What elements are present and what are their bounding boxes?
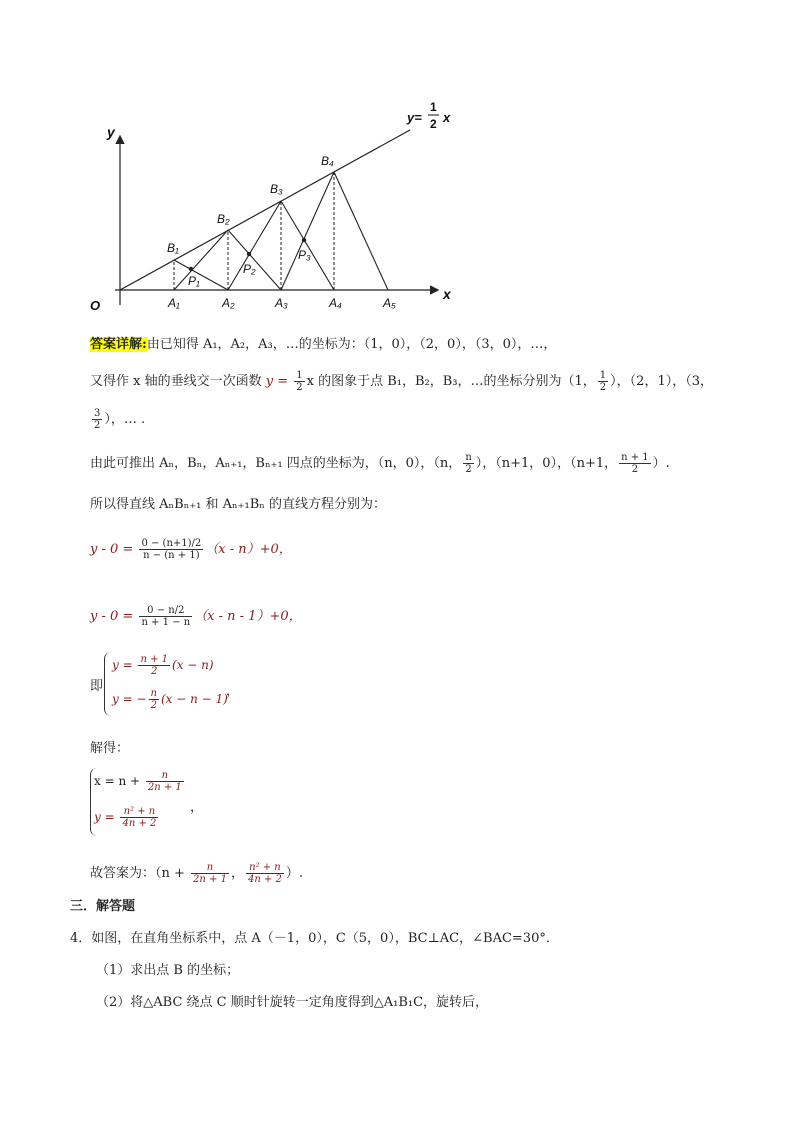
geometry-diagram [85, 95, 465, 320]
frac-n1-half: $\frac{n + 1}{2}$ [621, 452, 649, 475]
brace-1 [104, 652, 111, 716]
label-b1: B₁ [167, 241, 179, 255]
frac-half-2: $\frac{1}{2}$ [599, 370, 607, 393]
system1-comma: ， [226, 684, 240, 699]
final-answer: 故答案为：（n + $\frac{n}{2n + 1}$ ， $\frac{\text{n² + n}}{4n + 2}$ ）. [90, 862, 303, 885]
eq2-left: y - 0 = [90, 609, 138, 624]
system1-row2: y = − $\frac{n}{2}$ (x − n − 1) [112, 688, 228, 711]
answer-text-2a: 又得作 x 轴的垂线交一次函数 [90, 374, 266, 389]
label-a5: A₅ [383, 296, 396, 310]
answer-text-1: 由已知得 A₁，A₂，A₃，…的坐标为：（1，0），（2，0），（3，0），…， [146, 337, 557, 352]
jiede-label: 解得： [90, 741, 130, 756]
answer-line-2 [90, 370, 713, 393]
equation-1 [90, 538, 292, 561]
eq1-right: （x - n）+0， [205, 542, 292, 557]
label-b3: B₃ [270, 182, 283, 196]
line-label-num: 1 [430, 100, 437, 114]
line-label-prefix: y= [407, 110, 422, 125]
line-label-den: 2 [430, 117, 437, 131]
question-4: 4．如图，在直角坐标系中，点 A（－1，0），C（5，0），BC⊥AC，∠BAC=30°． [70, 931, 559, 946]
label-a2: A₂ [222, 296, 235, 310]
eq1-frac: $\frac{0 - (n+1)/2}{n - (n + 1)}$ [141, 538, 202, 561]
label-p3: P₃ [298, 248, 311, 262]
answer-line-5: 所以得直线 AₙBₙ₊₁ 和 Aₙ₊₁Bₙ 的直线方程分别为： [90, 497, 387, 512]
frac-n-half: $\frac{n}{2}$ [465, 452, 472, 475]
label-p1: P₁ [188, 274, 200, 288]
point-p2 [247, 252, 251, 256]
system2-row2: y = $\frac{\text{n² + n}}{4n + 2}$ [94, 806, 157, 829]
label-p2: P₂ [243, 262, 256, 276]
answer-label: 答案详解: [90, 337, 147, 352]
label-a4: A₄ [329, 296, 342, 310]
equation-2 [90, 605, 302, 628]
answer-text-2d: ），（2，1），（3， [610, 374, 713, 389]
answer-text-4c: ）. [652, 456, 670, 471]
system1-row1: y = $\frac{n + 1}{2}$ (x − n) [112, 654, 214, 677]
answer-text-4a: 由此可推出 Aₙ，Bₙ，Aₙ₊₁，Bₙ₊₁ 四点的坐标为，（n，0），（n， [90, 456, 462, 471]
label-b2: B₂ [217, 212, 230, 226]
question-4-part-1: （1）求出点 B 的坐标； [96, 963, 240, 978]
eq2-frac: $\frac{0 - n/2}{n + 1 - n}$ [141, 605, 191, 628]
answer-line-4 [90, 452, 670, 475]
frac-half: $\frac{1}{2}$ [296, 370, 303, 393]
answer-line-3 [90, 408, 145, 431]
label-a3: A₃ [275, 296, 288, 310]
origin-label: O [90, 298, 101, 313]
line-y-half-x [120, 130, 410, 290]
answer-line-1 [90, 336, 556, 354]
question-4-part-2: （2）将△ABC 绕点 C 顺时针旋转一定角度得到△A₁B₁C，旋转后， [96, 995, 489, 1010]
ji-label: 即 [90, 679, 104, 694]
system2-comma: ， [190, 800, 204, 815]
label-a1: A₁ [168, 296, 180, 310]
answer-text-2b: y = [265, 374, 293, 389]
point-p1 [189, 267, 193, 271]
answer-text-2c: x 的图象于点 B₁，B₂，B₃，…的坐标分别为（1， [306, 374, 596, 389]
eq2-right: （x - n - 1）+0， [194, 609, 302, 624]
system2-row1: x = n + $\frac{n}{2n + 1}$ [94, 770, 182, 793]
axis-x-label: x [443, 286, 451, 302]
answer-text-3: ），… . [104, 412, 146, 427]
line-label-var: x [443, 110, 451, 125]
axis-y-label: y [107, 124, 115, 140]
frac-three-halves: $\frac{3}{2}$ [94, 408, 101, 431]
point-p3 [302, 238, 306, 242]
eq1-left: y - 0 = [90, 542, 138, 557]
label-b4: B₄ [321, 154, 334, 168]
section-title: 三．解答题 [70, 899, 136, 914]
answer-text-4b: ），（n+1，0），（n+1， [475, 456, 618, 471]
